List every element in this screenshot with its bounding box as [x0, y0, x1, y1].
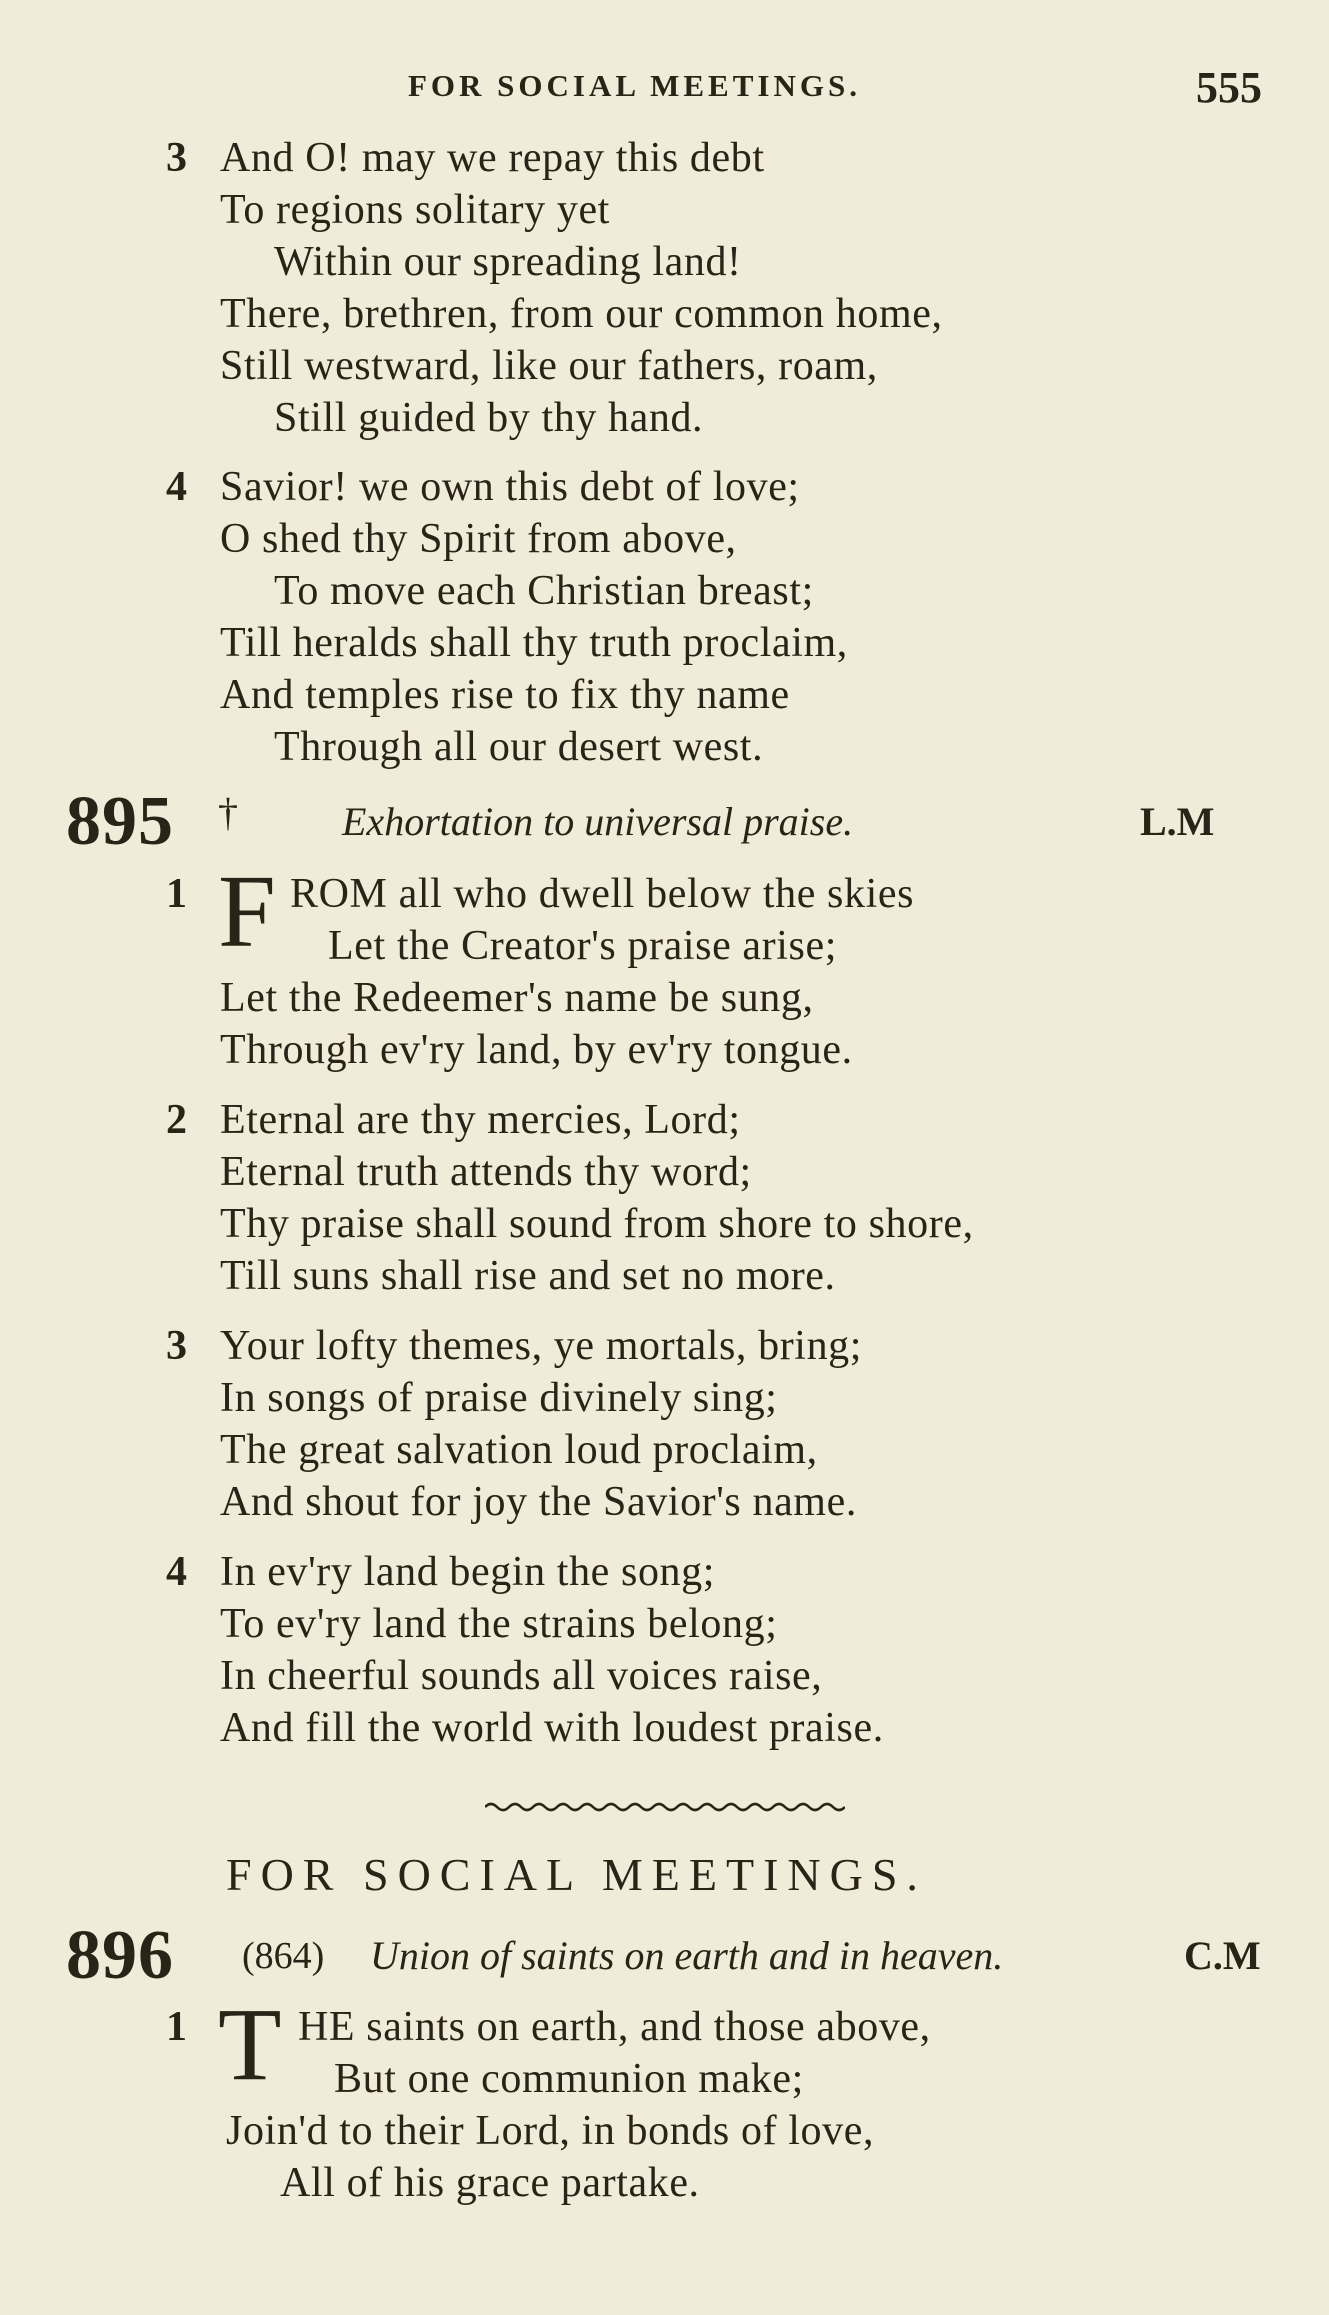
- verse-line: And temples rise to fix thy name: [220, 672, 790, 718]
- verse-line: To ev'ry land the strains belong;: [220, 1601, 778, 1647]
- verse-line: To move each Christian breast;: [274, 568, 814, 614]
- verse-number: 3: [166, 1323, 187, 1369]
- verse-line: O shed thy Spirit from above,: [220, 516, 737, 562]
- verse-line: The great salvation loud proclaim,: [220, 1427, 818, 1473]
- verse-line: In songs of praise divinely sing;: [220, 1375, 778, 1421]
- verse-line: To regions solitary yet: [220, 187, 610, 233]
- verse-line: Your lofty themes, ye mortals, bring;: [220, 1323, 863, 1369]
- hymn-896-header: [0, 1916, 1329, 1996]
- verse-number: 3: [166, 135, 187, 181]
- hymn-title: Exhortation to universal praise.: [342, 799, 854, 844]
- verse-number: 4: [166, 464, 187, 510]
- page-number: 555: [1196, 63, 1262, 112]
- verse-line: And O! may we repay this debt: [220, 135, 765, 181]
- hymn-meter: C.M: [1184, 1933, 1261, 1978]
- verse-number: 1: [166, 2004, 187, 2050]
- drop-cap: T: [218, 1987, 282, 2102]
- verse-line: Through ev'ry land, by ev'ry tongue.: [220, 1027, 853, 1073]
- running-head: [0, 62, 1329, 112]
- verse-line: And fill the world with loudest praise.: [220, 1705, 884, 1751]
- verse-line: Let the Creator's praise arise;: [328, 923, 837, 969]
- hymn-mark: †: [218, 790, 238, 835]
- verse-number: 2: [166, 1097, 187, 1143]
- verse-line: Savior! we own this debt of love;: [220, 464, 800, 510]
- hymn-number: 896: [66, 1917, 174, 1994]
- verse-line: All of his grace partake.: [280, 2160, 700, 2206]
- running-title: FOR SOCIAL MEETINGS.: [408, 68, 861, 103]
- verse-line: But one communion make;: [334, 2056, 804, 2102]
- verse-line: Join'd to their Lord, in bonds of love,: [226, 2108, 875, 2154]
- verse-number: 4: [166, 1549, 187, 1595]
- verse-line: Thy praise shall sound from shore to shore,: [220, 1201, 974, 1247]
- verse-line: Within our spreading land!: [274, 239, 742, 285]
- hymn-895-header: [0, 782, 1329, 862]
- hymn-number: 895: [66, 783, 174, 860]
- verse-line: Through all our desert west.: [274, 724, 764, 770]
- verse-line: Let the Redeemer's name be sung,: [220, 975, 814, 1021]
- verse-number: 1: [166, 871, 187, 917]
- verse-line: HE saints on earth, and those above,: [298, 2004, 931, 2050]
- verse-line: Till heralds shall thy truth proclaim,: [220, 620, 848, 666]
- verse-line: In cheerful sounds all voices raise,: [220, 1653, 823, 1699]
- hymn-title: Union of saints on earth and in heaven.: [370, 1933, 1004, 1978]
- ornamental-rule: [485, 1800, 845, 1814]
- verse-line: Eternal truth attends thy word;: [220, 1149, 752, 1195]
- hymn-meter: L.M: [1140, 799, 1215, 844]
- verse-line: ROM all who dwell below the skies: [290, 871, 915, 917]
- hymn-reference: (864): [242, 1935, 325, 1977]
- drop-cap: F: [218, 854, 276, 969]
- verse-line: Still guided by thy hand.: [274, 395, 704, 441]
- verse-line: Eternal are thy mercies, Lord;: [220, 1097, 741, 1143]
- verse-line: Till suns shall rise and set no more.: [220, 1253, 836, 1299]
- verse-line: In ev'ry land begin the song;: [220, 1549, 716, 1595]
- section-heading: FOR SOCIAL MEETINGS.: [226, 1849, 927, 1900]
- verse-line: There, brethren, from our common home,: [220, 291, 943, 337]
- verse-line: Still westward, like our fathers, roam,: [220, 343, 878, 389]
- verse-line: And shout for joy the Savior's name.: [220, 1479, 857, 1525]
